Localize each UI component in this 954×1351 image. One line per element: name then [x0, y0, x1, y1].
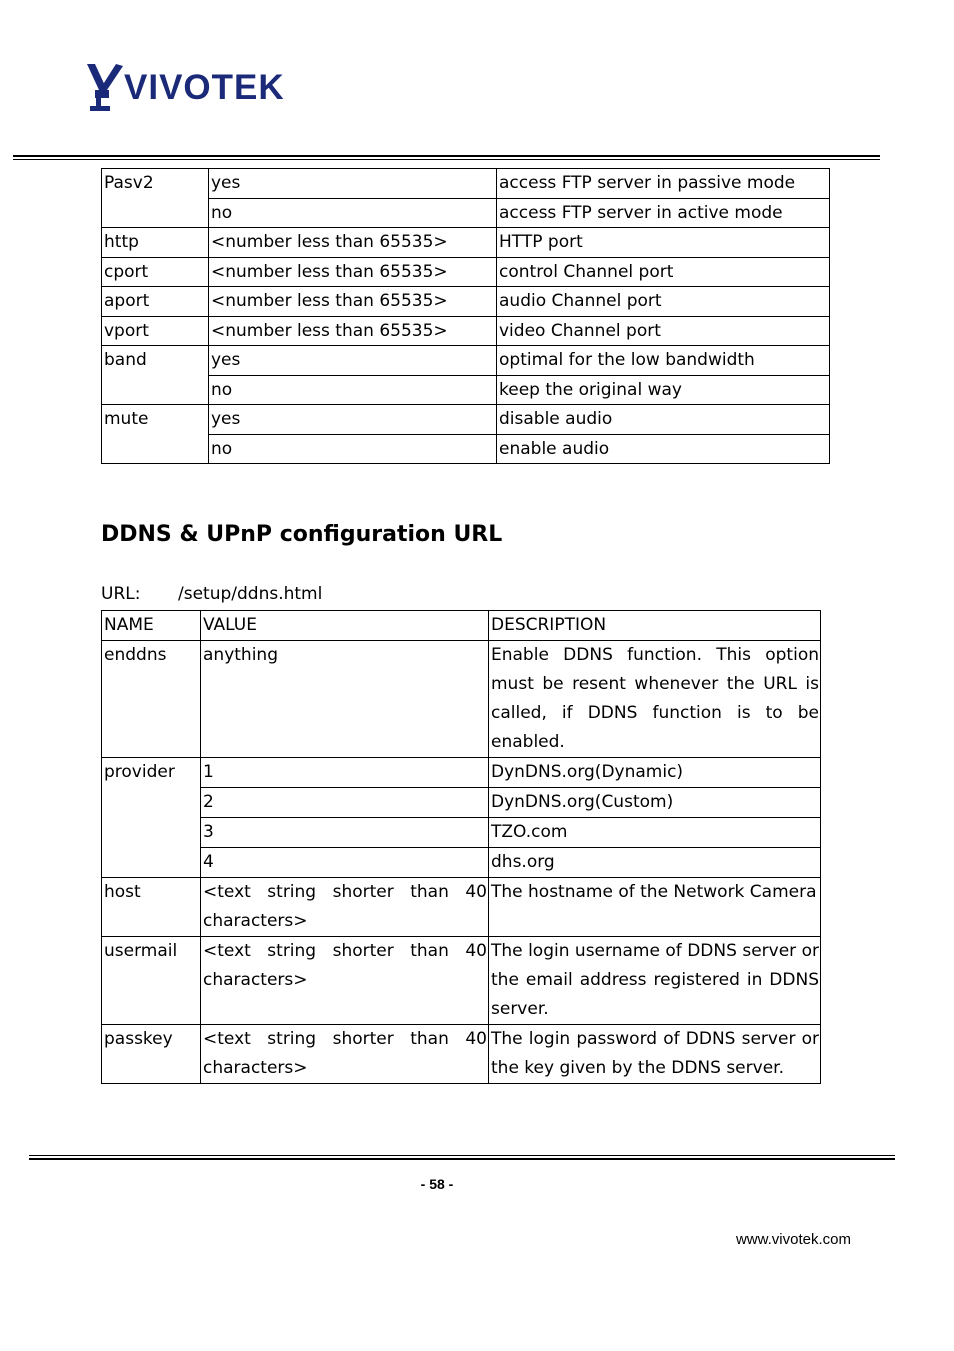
table-row	[102, 375, 830, 405]
param-value-cell: <number less than 65535>	[209, 257, 497, 287]
page-number: - 58 -	[420, 1176, 454, 1192]
param-value-cell: no	[209, 375, 497, 405]
table-row	[102, 758, 821, 788]
param-value-cell: no	[209, 434, 497, 464]
param-name-cell: mute	[102, 405, 209, 464]
param-name-cell: band	[102, 346, 209, 405]
param-value-cell: <number less than 65535>	[209, 287, 497, 317]
param-description-cell: TZO.com	[489, 818, 821, 848]
param-name-cell: aport	[102, 287, 209, 317]
table-header-row	[102, 611, 821, 641]
param-description-cell: Enable DDNS function. This option must be resent whenever the URL is called, if DDNS function is to be enabled.	[489, 641, 821, 758]
param-value-cell: 4	[201, 848, 489, 878]
table-row	[102, 434, 830, 464]
url-line	[101, 584, 323, 604]
footer-rule-bottom	[29, 1158, 895, 1160]
table-row	[102, 878, 821, 937]
section-title: DDNS & UPnP configuration URL	[101, 522, 503, 547]
url-label: URL:	[101, 584, 141, 604]
param-description-cell: enable audio	[497, 434, 830, 464]
param-name-cell: usermail	[102, 937, 201, 1025]
param-name-cell: host	[102, 878, 201, 937]
param-value-cell: 3	[201, 818, 489, 848]
table-row	[102, 641, 821, 758]
param-value-cell: yes	[209, 169, 497, 199]
url-path: /setup/ddns.html	[178, 584, 323, 604]
param-description-cell: DynDNS.org(Dynamic)	[489, 758, 821, 788]
param-value-cell: 1	[201, 758, 489, 788]
param-value-cell: no	[209, 198, 497, 228]
param-value-cell: yes	[209, 405, 497, 435]
param-name-cell: Pasv2	[102, 169, 209, 228]
table-row	[102, 346, 830, 376]
param-description-cell: access FTP server in active mode	[497, 198, 830, 228]
param-description-cell: dhs.org	[489, 848, 821, 878]
param-name-cell: passkey	[102, 1025, 201, 1084]
table-row	[102, 169, 830, 199]
param-description-cell: optimal for the low bandwidth	[497, 346, 830, 376]
header-rule-top	[13, 155, 880, 157]
param-value-cell: anything	[201, 641, 489, 758]
param-description-cell: access FTP server in passive mode	[497, 169, 830, 199]
param-description-cell: HTTP port	[497, 228, 830, 258]
table-row	[102, 228, 830, 258]
param-description-cell: audio Channel port	[497, 287, 830, 317]
param-description-cell: keep the original way	[497, 375, 830, 405]
footer-rule-top	[29, 1155, 895, 1156]
table-row	[102, 287, 830, 317]
param-value-cell: yes	[209, 346, 497, 376]
param-description-cell: video Channel port	[497, 316, 830, 346]
param-name-cell: http	[102, 228, 209, 258]
table-row	[102, 788, 821, 818]
param-description-cell: control Channel port	[497, 257, 830, 287]
table-row	[102, 848, 821, 878]
param-value-cell: <text string shorter than 40 characters>	[201, 1025, 489, 1084]
param-description-cell: The login username of DDNS server or the email address registered in DDNS server.	[489, 937, 821, 1025]
ddns-parameters-table	[101, 610, 821, 1084]
param-name-cell: provider	[102, 758, 201, 878]
param-description-cell: DynDNS.org(Custom)	[489, 788, 821, 818]
table-row	[102, 405, 830, 435]
ftp-port-parameters-table	[101, 168, 830, 464]
param-value-cell: <text string shorter than 40 characters>	[201, 878, 489, 937]
param-name-cell: enddns	[102, 641, 201, 758]
table-row	[102, 937, 821, 1025]
column-header-name: NAME	[102, 611, 201, 641]
camera-icon	[86, 62, 126, 114]
header-rule-bottom	[13, 159, 880, 160]
table-row	[102, 316, 830, 346]
param-name-cell: cport	[102, 257, 209, 287]
logo-wordmark: VIVOTEK	[124, 68, 285, 107]
table-row	[102, 1025, 821, 1084]
table-row	[102, 198, 830, 228]
param-description-cell: The login password of DDNS server or the key given by the DDNS server.	[489, 1025, 821, 1084]
param-description-cell: disable audio	[497, 405, 830, 435]
vivotek-logo	[86, 62, 296, 114]
param-description-cell: The hostname of the Network Camera	[489, 878, 821, 937]
param-value-cell: <number less than 65535>	[209, 316, 497, 346]
table-row	[102, 818, 821, 848]
footer-website: www.vivotek.com	[735, 1231, 851, 1248]
column-header-description: DESCRIPTION	[489, 611, 821, 641]
param-name-cell: vport	[102, 316, 209, 346]
param-value-cell: <text string shorter than 40 characters>	[201, 937, 489, 1025]
param-value-cell: <number less than 65535>	[209, 228, 497, 258]
table-row	[102, 257, 830, 287]
column-header-value: VALUE	[201, 611, 489, 641]
param-value-cell: 2	[201, 788, 489, 818]
